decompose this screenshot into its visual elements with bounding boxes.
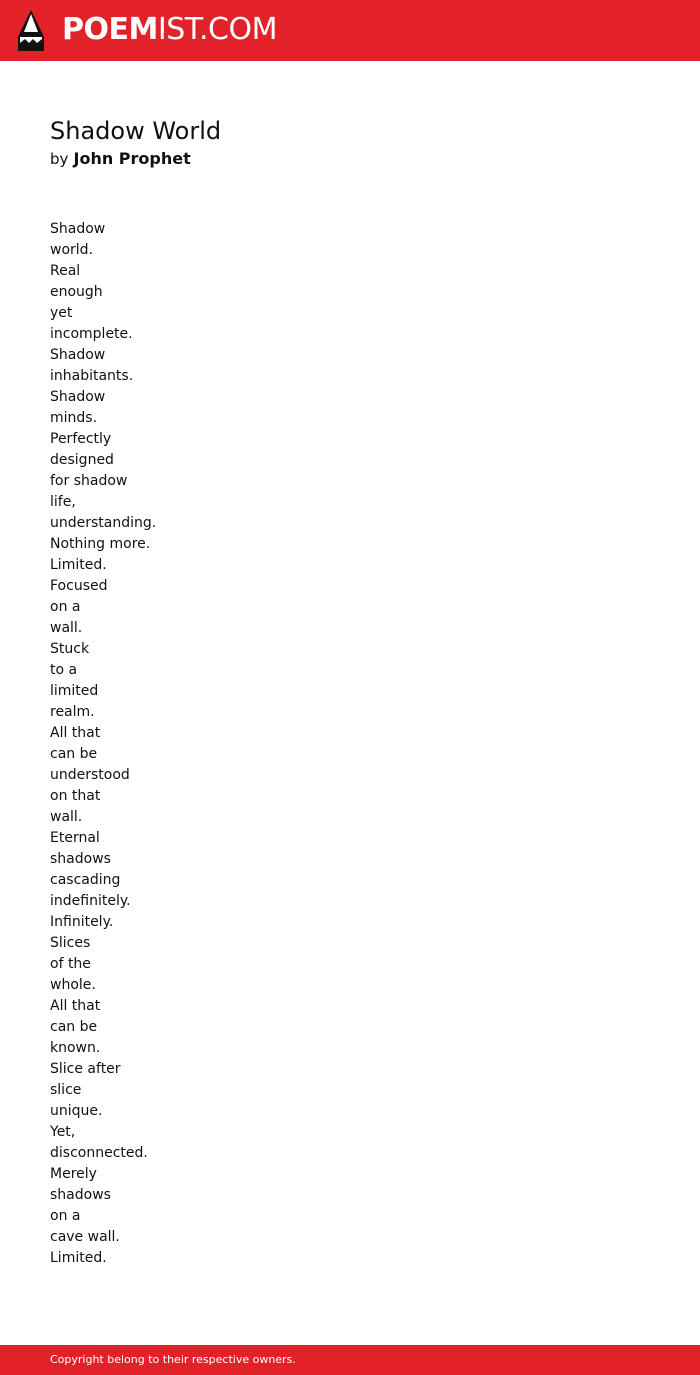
poem-line: indefinitely.	[50, 893, 131, 909]
copyright-text: Copyright belong to their respective owners.	[50, 1353, 296, 1366]
logo-text-bold: POEM	[62, 12, 158, 47]
poem-line: whole.	[50, 977, 96, 993]
poem-line: wall.	[50, 809, 83, 825]
poem-line: to a	[50, 662, 78, 678]
poem-line: Merely	[50, 1166, 97, 1182]
poem-line: wall.	[50, 620, 83, 636]
poem-line: Eternal	[50, 830, 100, 846]
author-name: John Prophet	[73, 149, 191, 168]
byline	[50, 147, 650, 171]
poem-line: limited	[50, 683, 99, 699]
poem-line: minds.	[50, 410, 98, 426]
poem-line: Focused	[50, 578, 108, 594]
pencil-tip-icon[interactable]	[18, 10, 44, 51]
poem-line: understanding.	[50, 515, 157, 531]
poem-line: yet	[50, 305, 73, 321]
poem-line: Shadow	[50, 389, 106, 405]
poem-line: realm.	[50, 704, 95, 720]
byline-prefix: by	[50, 150, 69, 168]
poem-line: disconnected.	[50, 1145, 148, 1161]
poem-line: can be	[50, 746, 98, 762]
poem-line: Slice after	[50, 1061, 121, 1077]
poem-line: Nothing more.	[50, 536, 151, 552]
site-logo[interactable]	[62, 12, 277, 48]
site-footer	[0, 1345, 700, 1375]
poem-line: enough	[50, 284, 103, 300]
poem-heading	[50, 115, 650, 171]
poem-line: Stuck	[50, 641, 90, 657]
poem-line: cascading	[50, 872, 121, 888]
poem-line: Limited.	[50, 557, 107, 573]
poem-line: cave wall.	[50, 1229, 120, 1245]
poem-line: unique.	[50, 1103, 103, 1119]
poem-line: slice	[50, 1082, 82, 1098]
poem-line: can be	[50, 1019, 98, 1035]
poem-line: shadows	[50, 851, 111, 867]
poem-line: Perfectly	[50, 431, 112, 447]
poem-line: Limited.	[50, 1250, 107, 1266]
poem-line: designed	[50, 452, 114, 468]
poem-line: for shadow	[50, 473, 128, 489]
poem-line: shadows	[50, 1187, 111, 1203]
poem-line: on a	[50, 599, 81, 615]
poem-line: of the	[50, 956, 91, 972]
logo-text-light: IST.COM	[157, 12, 277, 47]
poem-title: Shadow World	[50, 117, 222, 145]
poem-line: world.	[50, 242, 93, 258]
poem-line: known.	[50, 1040, 101, 1056]
poem-line: understood	[50, 767, 130, 783]
poem-line: inhabitants.	[50, 368, 134, 384]
poem-line: Real	[50, 263, 81, 279]
poem-line: life,	[50, 494, 76, 510]
poem-line: incomplete.	[50, 326, 133, 342]
poem-line: All that	[50, 725, 101, 741]
poem-line: on a	[50, 1208, 81, 1224]
poem-line: All that	[50, 998, 101, 1014]
poem-body	[50, 219, 350, 1269]
poem-line: Shadow	[50, 221, 106, 237]
poem-line: Infinitely.	[50, 914, 114, 930]
site-header	[0, 0, 700, 61]
poem-line: Yet,	[50, 1124, 76, 1140]
poem-line: on that	[50, 788, 101, 804]
poem-line: Shadow	[50, 347, 106, 363]
poem-line: Slices	[50, 935, 91, 951]
